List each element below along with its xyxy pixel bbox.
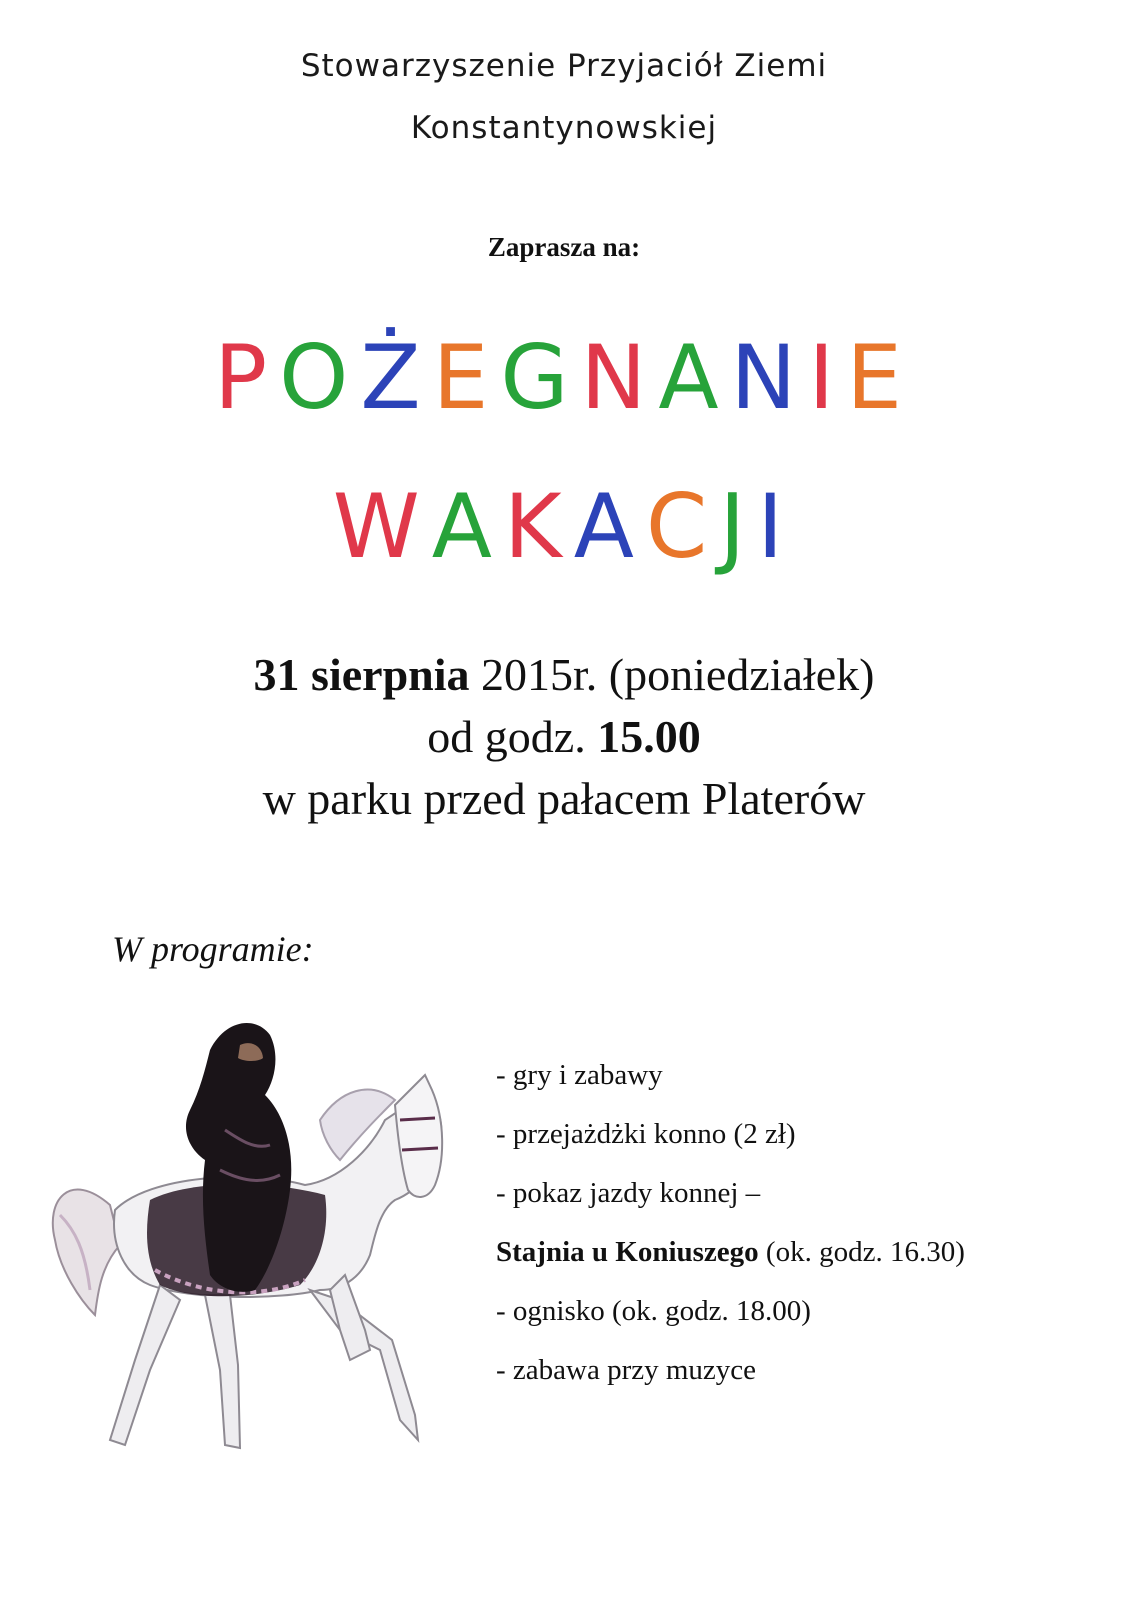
program-item: - gry i zabawy	[496, 1059, 663, 1091]
title-letter: O	[279, 326, 361, 429]
event-title-line1	[0, 326, 1128, 429]
program-item: - przejażdżki konno (2 zł)	[496, 1118, 796, 1150]
program-list	[496, 1055, 965, 1409]
title-letter: A	[431, 475, 504, 578]
event-time-bold: 15.00	[597, 711, 701, 762]
title-letter: E	[846, 326, 914, 429]
program-item: - zabawa przy muzyce	[496, 1354, 757, 1386]
event-time	[0, 709, 1128, 764]
horse-rider-image	[40, 1000, 460, 1470]
title-letter: J	[719, 475, 758, 578]
program-item-bold: Stajnia u Koniuszego	[496, 1236, 759, 1268]
event-time-prefix: od godz.	[427, 711, 598, 762]
title-letter: Ż	[360, 326, 433, 429]
organization-name-line1: Stowarzyszenie Przyjaciół Ziemi	[300, 48, 828, 84]
program-label: W programie:	[112, 929, 314, 969]
title-letter: N	[580, 326, 659, 429]
title-letter: A	[658, 326, 731, 429]
title-letter: N	[730, 326, 809, 429]
event-date-bold: 31 sierpnia	[253, 649, 470, 700]
event-place: w parku przed pałacem Platerów	[262, 773, 866, 824]
title-letter: P	[214, 326, 280, 429]
program-item-rest: (ok. godz. 16.30)	[758, 1236, 965, 1268]
title-letter: W	[332, 475, 432, 578]
title-letter: K	[503, 475, 574, 578]
event-date	[0, 647, 1128, 702]
event-title-line2	[0, 475, 1128, 578]
invite-text: Zaprasza na:	[487, 232, 641, 262]
program-item: - pokaz jazdy konnej –	[496, 1177, 761, 1209]
title-letter: I	[808, 326, 847, 429]
title-letter: E	[432, 326, 501, 429]
organization-name-line2: Konstantynowskiej	[410, 110, 718, 146]
program-item: - ognisko (ok. godz. 18.00)	[496, 1295, 811, 1327]
event-date-rest: 2015r. (poniedziałek)	[469, 649, 875, 700]
title-letter: A	[573, 475, 646, 578]
title-letter: I	[757, 475, 796, 578]
title-letter: C	[645, 475, 720, 578]
title-letter: G	[500, 326, 581, 429]
program-item	[496, 1232, 965, 1291]
